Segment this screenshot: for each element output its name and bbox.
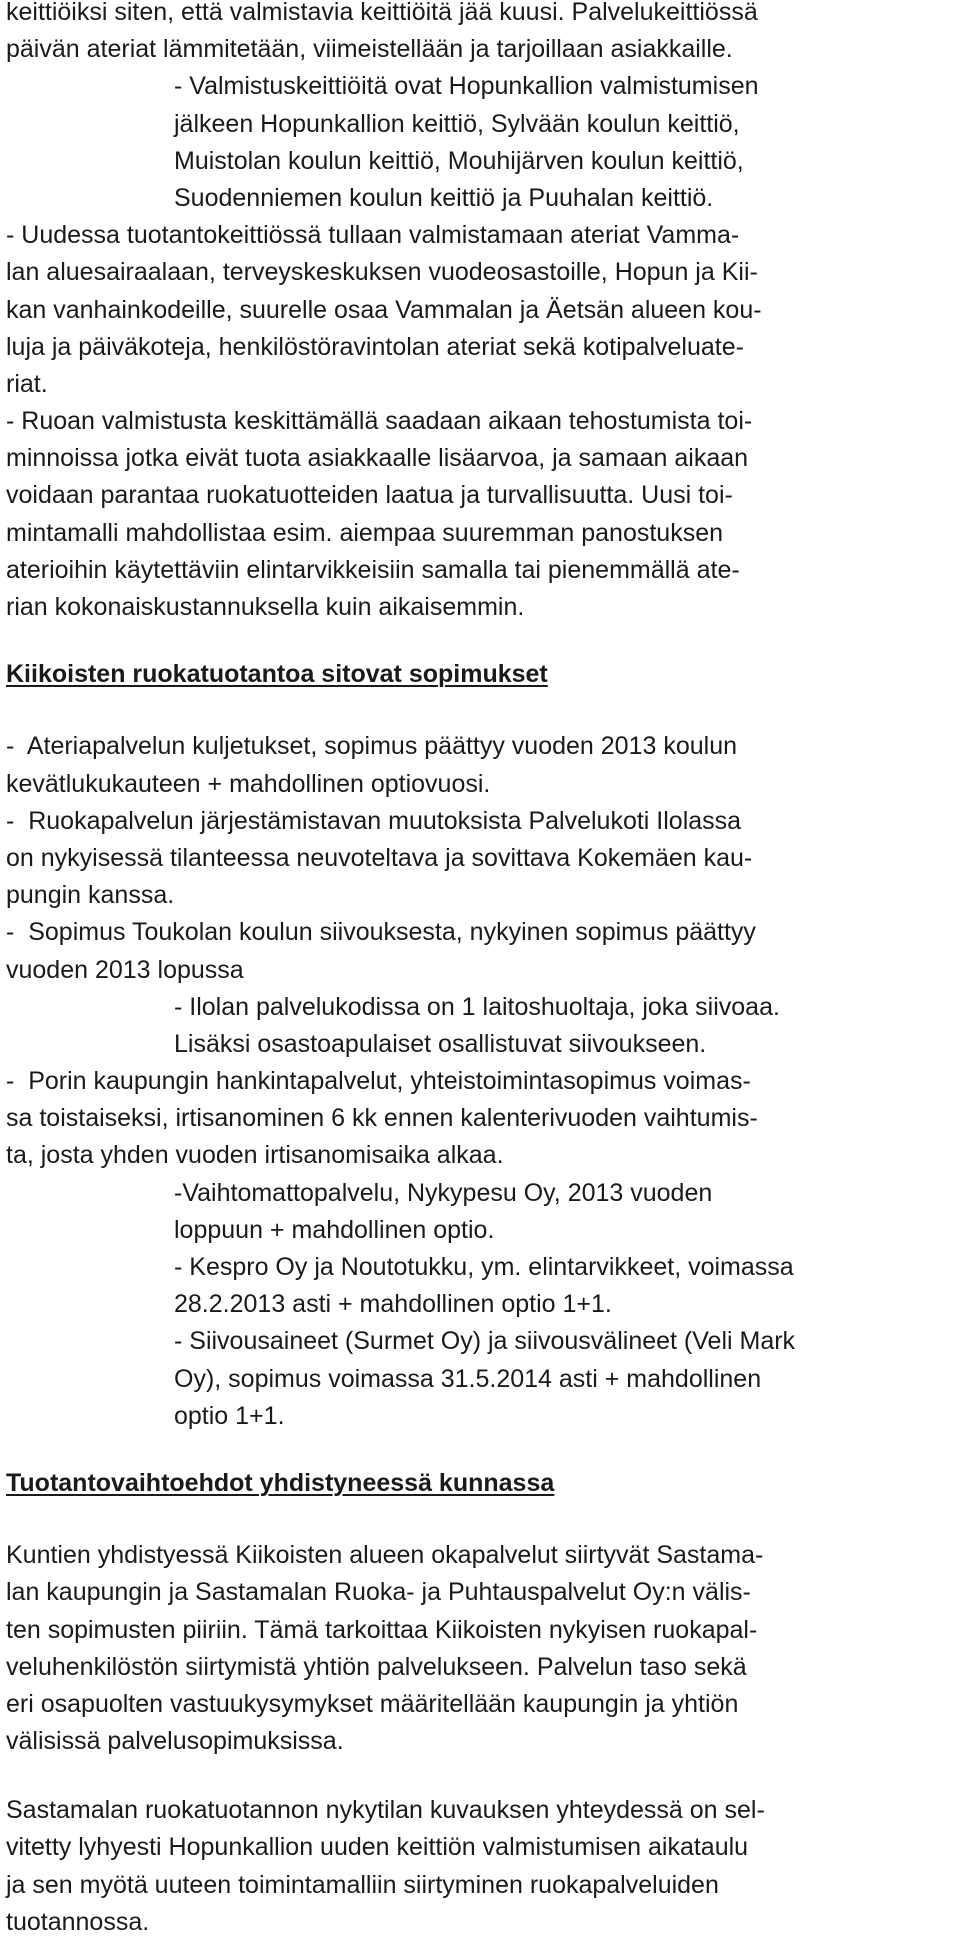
text-line: eri osapuolten vastuukysymykset määritellään kaupungin ja yhtiön [6,1689,739,1718]
text-line: - Ilolan palvelukodissa on 1 laitoshuoltaja, joka siivoaa. [174,992,780,1021]
text-line: luja ja päiväkoteja, henkilöstöravintolan ateriat sekä kotipalveluate- [6,332,744,361]
text-line: päivän ateriat lämmitetään, viimeistellään ja tarjoillaan asiakkaille. [6,35,733,64]
text-line: - Sopimus Toukolan koulun siivouksesta, nykyinen sopimus päättyy [6,918,756,947]
text-line: riat. [6,369,48,398]
text-line: kevätlukukauteen + mahdollinen optiovuosi. [6,769,491,798]
text-line: keittiöiksi siten, että valmistavia keittiöitä jää kuusi. Palvelukeittiössä [6,0,758,26]
text-line: Kuntien yhdistyessä Kiikoisten alueen okapalvelut siirtyvät Sastama- [6,1541,764,1570]
text-line: on nykyisessä tilanteessa neuvoteltava ja sovittava Kokemäen kau- [6,843,753,872]
text-line: Oy), sopimus voimassa 31.5.2014 asti + mahdollinen [174,1364,762,1393]
text-line: rian kokonaiskustannuksella kuin aikaisemmin. [6,593,525,621]
text-line: tuotannossa. [6,1907,150,1936]
text-line: - Porin kaupungin hankintapalvelut, yhteistoimintasopimus voimas- [6,1067,751,1096]
text-line: - Valmistuskeittiöitä ovat Hopunkallion valmistumisen [174,72,759,101]
text-line: 28.2.2013 asti + mahdollinen optio 1+1. [174,1290,612,1319]
text-line: sa toistaiseksi, irtisanominen 6 kk ennen kalenterivuoden vaihtumis- [6,1104,758,1133]
text-line: - Siivousaineet (Surmet Oy) ja siivousvälineet (Veli Mark [174,1327,796,1356]
text-line: - Ruokapalvelun järjestämistavan muutoksista Palvelukoti Ilolassa [6,806,742,835]
text-line: vitetty lyhyesti Hopunkallion uuden keittiön valmistumisen aikataulu [6,1833,749,1862]
text-line: Sastamalan ruokatuotannon nykytilan kuvauksen yhteydessä on sel- [6,1796,765,1825]
text-line: jälkeen Hopunkallion keittiö, Sylvään koulun keittiö, [174,109,740,138]
section-heading: Tuotantovaihtoehdot yhdistyneessä kunnassa [6,1468,555,1497]
text-line: lan aluesairaalaan, terveyskeskuksen vuodeosastoille, Hopun ja Kii- [6,258,758,287]
text-line: -Vaihtomattopalvelu, Nykypesu Oy, 2013 vuoden [174,1178,713,1207]
text-line: Lisäksi osastoapulaiset osallistuvat siivoukseen. [174,1029,707,1058]
text-line: ja sen myötä uuteen toimintamalliin siirtyminen ruokapalveluiden [6,1870,719,1899]
text-line: minnoissa jotka eivät tuota asiakkaalle lisäarvoa, ja samaan aikaan [6,444,749,473]
text-line: vuoden 2013 lopussa [6,955,244,984]
text-line: loppuun + mahdollinen optio. [174,1215,495,1244]
text-line: - Ruoan valmistusta keskittämällä saadaan aikaan tehostumista toi- [6,407,753,436]
text-line: - Ateriapalvelun kuljetukset, sopimus päättyy vuoden 2013 koulun [6,732,738,761]
text-line: Suodenniemen koulun keittiö ja Puuhalan keittiö. [174,183,714,212]
text-line: voidaan parantaa ruokatuotteiden laatua ja turvallisuutta. Uusi toi- [6,481,733,510]
text-line: optio 1+1. [174,1401,285,1430]
text-line: ten sopimusten piiriin. Tämä tarkoittaa Kiikoisten nykyisen ruokapal- [6,1615,758,1644]
text-line: pungin kanssa. [6,881,175,910]
text-line: - Kespro Oy ja Noutotukku, ym. elintarvikkeet, voimassa [174,1253,794,1281]
text-line: aterioihin käytettäviin elintarvikkeisiin samalla tai pienemmällä ate- [6,555,740,584]
text-line: veluhenkilöstön siirtymistä yhtiön palvelukseen. Palvelun taso sekä [6,1652,747,1681]
text-line: kan vanhainkodeille, suurelle osaa Vammalan ja Äetsän alueen kou- [6,295,762,324]
section-heading: Kiikoisten ruokatuotantoa sitovat sopimukset [6,660,548,689]
text-line: mintamalli mahdollistaa esim. aiempaa suuremman panostuksen [6,518,724,547]
text-line: - Uudessa tuotantokeittiössä tullaan valmistamaan ateriat Vamma- [6,221,740,250]
text-line: Muistolan koulun keittiö, Mouhijärven koulun keittiö, [174,146,744,175]
document-page [6,0,946,1941]
text-line: välisissä palvelusopimuksissa. [6,1727,344,1756]
text-line: ta, josta yhden vuoden irtisanomisaika alkaa. [6,1141,504,1170]
text-line: lan kaupungin ja Sastamalan Ruoka- ja Puhtauspalvelut Oy:n välis- [6,1578,751,1607]
